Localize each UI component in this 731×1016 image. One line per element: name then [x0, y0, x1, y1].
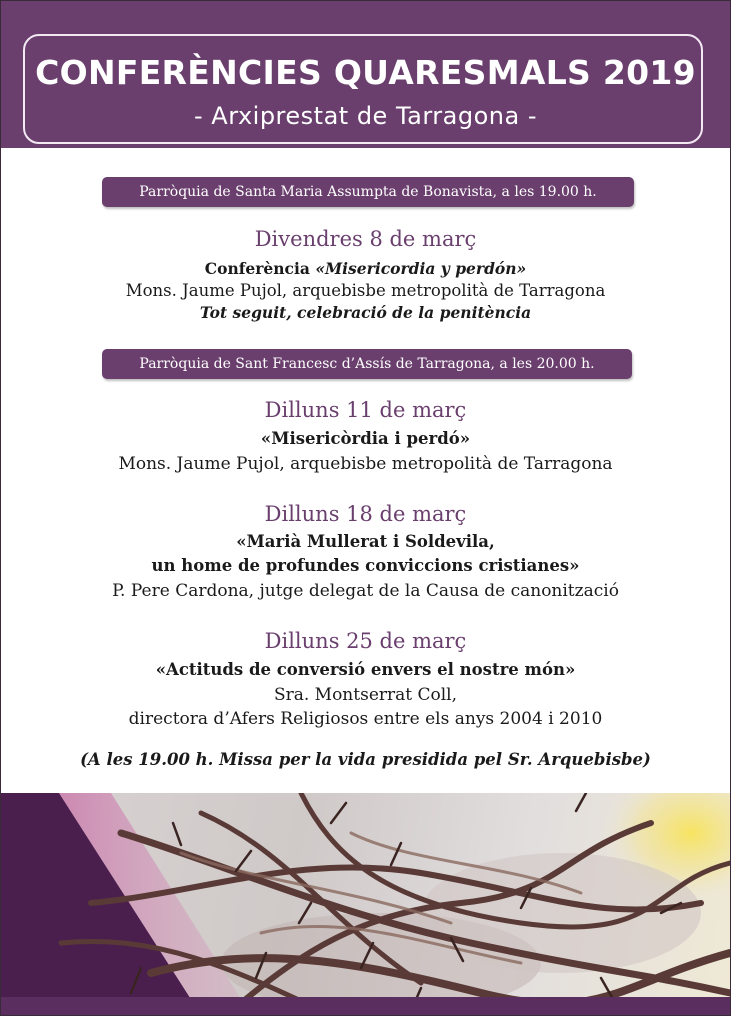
- event-date: Dilluns 25 de març: [264, 629, 467, 653]
- event-title: «Misericòrdia i perdó»: [260, 429, 471, 448]
- event-title: «Actituds de conversió envers el nostre món»: [155, 660, 576, 679]
- event-date: Divendres 8 de març: [254, 227, 477, 251]
- event-title-italic: «Misericordia y perdón»: [315, 259, 527, 278]
- event-title-line2: un home de profundes conviccions cristianes»: [151, 556, 580, 575]
- page-title: CONFERÈNCIES QUARESMALS 2019: [35, 53, 696, 92]
- venue-bar-sant-francesc: Parròquia de Sant Francesc d’Assís de Tarragona, a les 20.00 h.: [102, 349, 632, 379]
- event-date: Dilluns 18 de març: [264, 502, 467, 526]
- event-speaker: Mons. Jaume Pujol, arquebisbe metropolità de Tarragona: [118, 454, 613, 474]
- event-date: Dilluns 11 de març: [264, 398, 467, 422]
- thorns-illustration: [1, 793, 730, 1015]
- event-note: Tot seguit, celebració de la penitència: [199, 303, 532, 322]
- event-title: [1, 259, 730, 278]
- footer-note: (A les 19.00 h. Missa per la vida presidida pel Sr. Arquebisbe): [80, 750, 651, 769]
- page-subtitle: - Arxiprestat de Tarragona -: [194, 102, 537, 130]
- crown-of-thorns-image: [1, 793, 730, 1015]
- event-speaker: Mons. Jaume Pujol, arquebisbe metropolità de Tarragona: [125, 281, 606, 300]
- event-title-line1: «Marià Mullerat i Soldevila,: [236, 532, 495, 551]
- bottom-strip: [1, 997, 730, 1015]
- event-speaker-line1: Sra. Montserrat Coll,: [273, 685, 458, 705]
- event-speaker: P. Pere Cardona, jutge delegat de la Causa de canonització: [112, 581, 619, 601]
- header: [1, 1, 730, 148]
- venue-bar-bonavista: Parròquia de Santa Maria Assumpta de Bonavista, a les 19.00 h.: [102, 177, 634, 207]
- event-title-prefix: Conferència: [204, 259, 316, 278]
- event-speaker-line2: directora d’Afers Religiosos entre els anys 2004 i 2010: [128, 709, 603, 729]
